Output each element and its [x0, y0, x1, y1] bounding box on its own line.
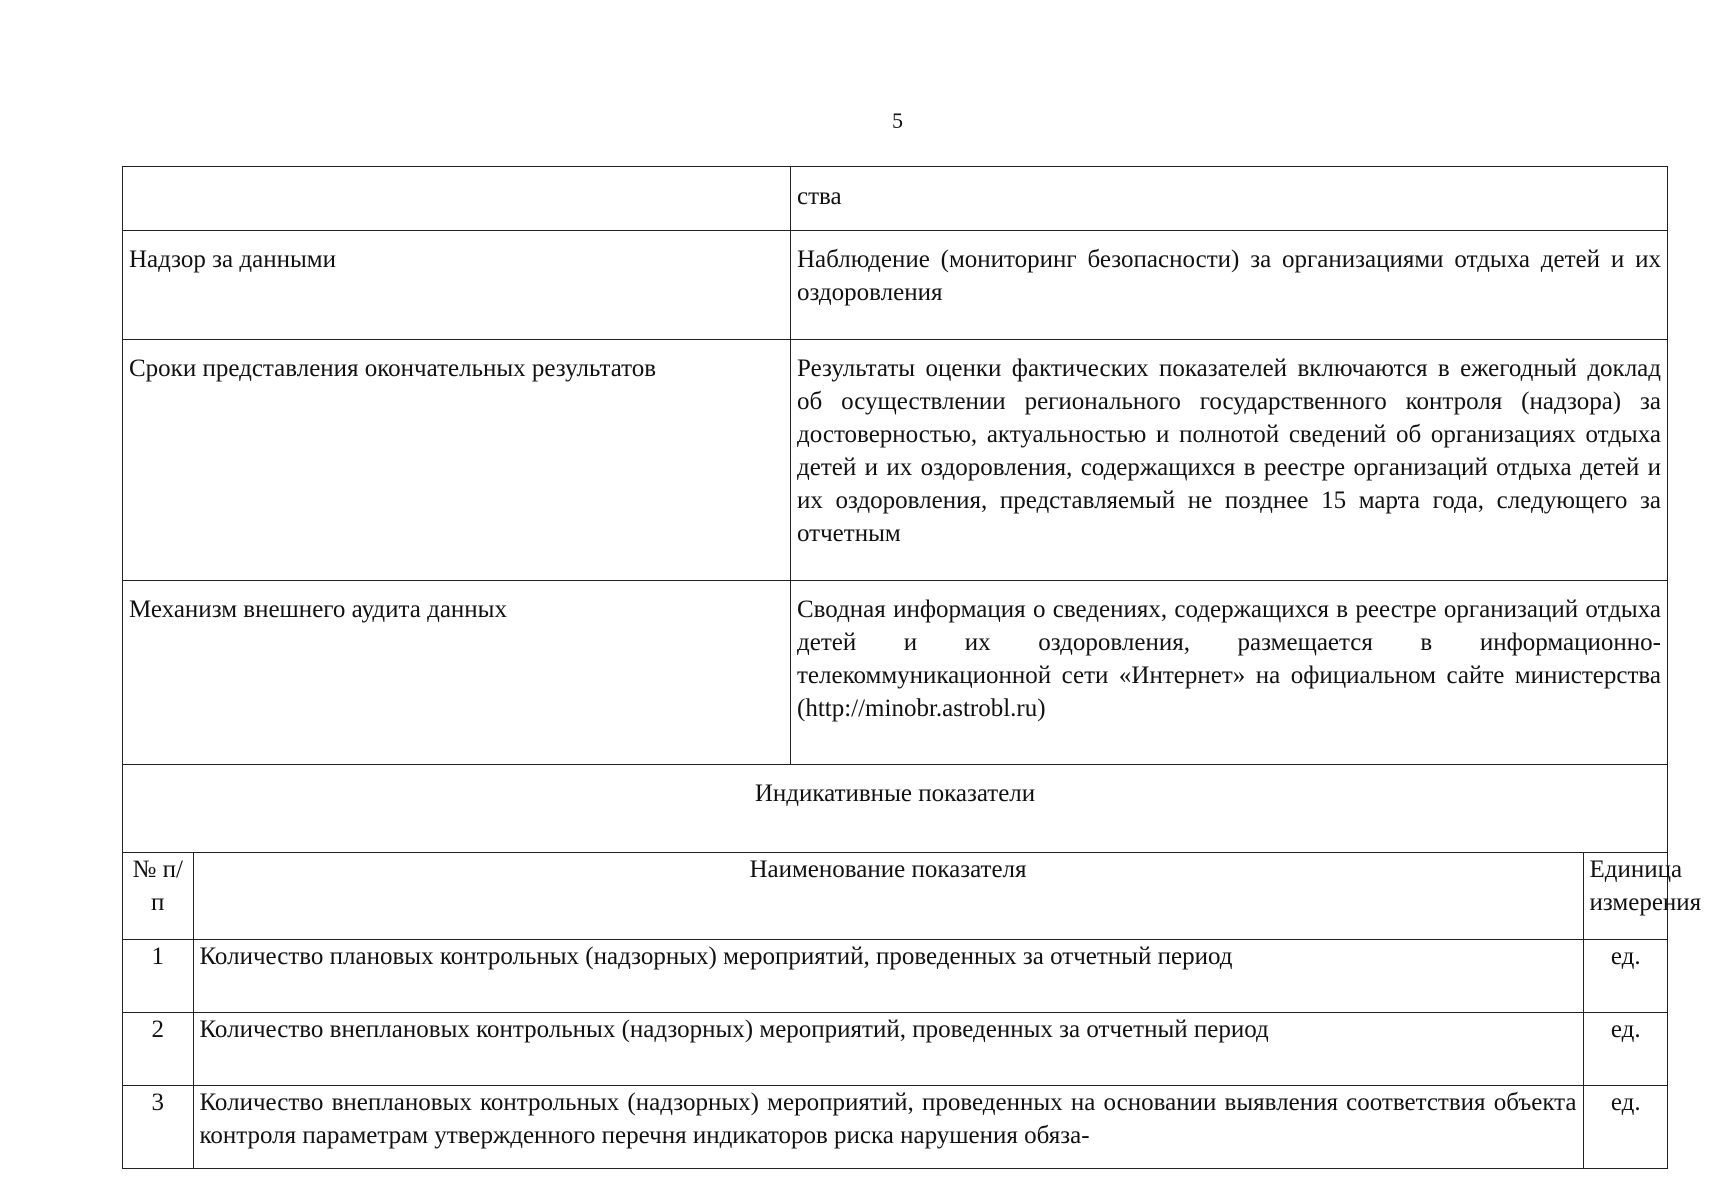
row-value: ства	[791, 167, 1668, 231]
passport-table	[122, 166, 1702, 1169]
indicator-name: Количество внеплановых контрольных (надзорных) мероприятий, проведенных за отчетный период	[193, 1013, 1583, 1086]
table-row	[123, 1013, 1668, 1086]
indicators-table	[123, 853, 1702, 1168]
row-label	[123, 167, 791, 231]
header-number: № п/п	[123, 853, 193, 940]
row-value: Сводная информация о сведениях, содержащихся в реестре организаций отдыха детей и их оздоровления, размещается в информационно-телекоммуникационной сети «Интернет» на официальном сайте министерства (http://minobr.astrobl.ru)	[791, 581, 1668, 765]
row-label: Сроки представления окончательных результатов	[123, 340, 791, 581]
section-title: Индикативные показатели	[123, 765, 1668, 853]
table-row	[123, 940, 1668, 1013]
section-title-row	[123, 765, 1668, 853]
row-value: Результаты оценки фактических показателей включаются в ежегодный доклад об осуществлении регионального государственного контроля (надзора) за достоверностью, актуальностью и полнотой сведений об организациях отдыха детей и их оздоровления, содержащихся в реестре организаций отдыха детей и их оздоровления, представляемый не позднее 15 марта года, следующего за отчетным	[791, 340, 1668, 581]
header-row	[123, 853, 1668, 940]
indicator-name: Количество внеплановых контрольных (надзорных) мероприятий, проведенных на основании выявления соответствия объекта контроля параметрам утвержденного перечня индикаторов риска нарушения обяза-	[193, 1086, 1583, 1169]
indicator-number: 1	[123, 940, 193, 1013]
table-row	[123, 1086, 1668, 1169]
indicator-name: Количество плановых контрольных (надзорных) мероприятий, проведенных за отчетный период	[193, 940, 1583, 1013]
page-number: 5	[892, 108, 903, 133]
row-label: Механизм внешнего аудита данных	[123, 581, 791, 765]
table-row	[123, 581, 1668, 765]
row-value: Наблюдение (мониторинг безопасности) за организациями отдыха детей и их оздоровления	[791, 231, 1668, 340]
row-label: Надзор за данными	[123, 231, 791, 340]
header-name: Наименование показателя	[193, 853, 1583, 940]
indicator-number: 2	[123, 1013, 193, 1086]
indicators-container	[123, 853, 1702, 1169]
indicator-unit: ед.	[1583, 1013, 1668, 1086]
indicator-unit: ед.	[1583, 1086, 1668, 1169]
indicator-unit: ед.	[1583, 940, 1668, 1013]
table-row	[123, 340, 1668, 581]
header-unit: Единица измерения	[1583, 853, 1668, 940]
table-row	[123, 231, 1668, 340]
table-row	[123, 167, 1668, 231]
indicator-number: 3	[123, 1086, 193, 1169]
indicators-row	[123, 853, 1668, 1169]
